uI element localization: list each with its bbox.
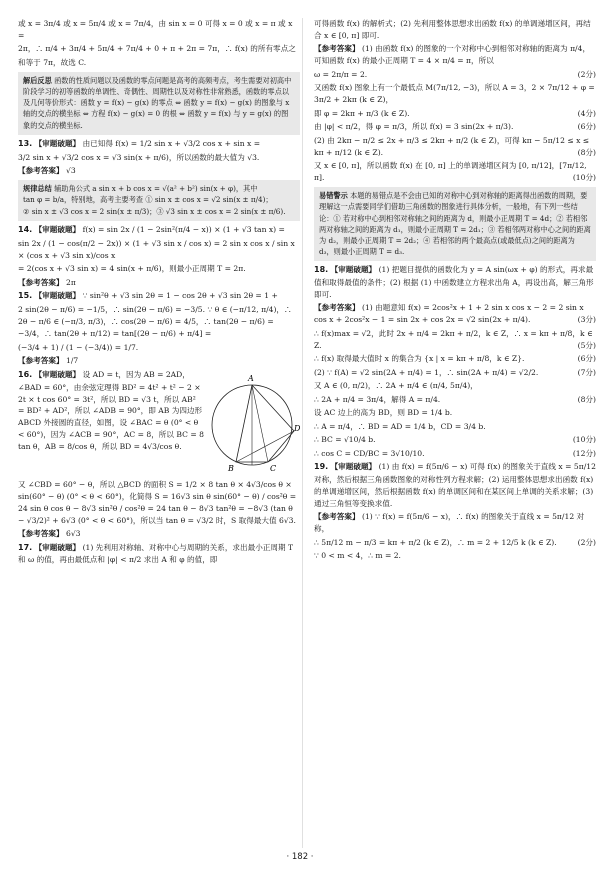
q18-answer-k [314,448,596,460]
page-number: · 182 · [286,852,314,862]
q13-tag: 【审题破题】 [34,138,81,148]
q19-tag: 【审题破题】 [330,462,377,472]
q16-tag: 【审题破题】 [34,369,81,379]
q13-number: 13. [18,138,33,148]
q14-text-b: sin 2x / (1 − cos(π/2 − 2x)) × (1 + √3 sin x / cos x) = 2 sin x cos x / sin x × (cos x + √3 sin x)/cos x [18,238,295,260]
q15-answer [18,355,300,367]
error-warning-title: 易错警示 [319,191,348,201]
q19-answer-c-text: ∴ 5π/12 m − π/3 = kπ + π/2 (k ∈ Z)，∴ m = 2 + 12/5 k (k ∈ Z). [314,537,557,547]
reflection-box-title: 解后反思 [23,75,52,85]
rule-summary-b: tan φ = b/a，特别地，高考主要考查 ① sin x ± cos x = √2 sin(x ± π/4)； [23,195,273,205]
q14-analysis [18,224,300,237]
q17-part2 [314,135,596,159]
q13-text-a: 由已知得 f(x) = 1/2 sin x + √3/2 cos x + sin x = [82,138,261,148]
q18-points-6: (6分) [577,354,596,364]
right-column [314,18,596,564]
q17-text-a: (1) 先利用对称轴、对称中心与周期的关系，求出最小正周期 T 和 ω 的值，再由最低点和 |φ| < π/2 求出 A 和 φ 的值，即 [18,542,294,565]
q18-answer-k-text: ∴ cos C = CD/BC = 3√10/10. [314,448,425,458]
q16-number: 16. [18,369,33,379]
q15-text-c: (−3/4 + 1) / (1 − (−3/4)) = 1/7. [18,342,139,352]
q18-points-5: (5分) [577,340,596,350]
q13-text-b: 3/2 sin x + √3/2 cos x = √3 sin(x + π/6)，所以函数的最大值为 √3. [18,152,260,162]
q15-text-a: ∵ sin²θ + √3 sin 2θ = 1 − cos 2θ + √3 sin 2θ = 1 + [82,291,278,301]
q17-omega-text: ω = 2π/π = 2. [314,69,368,79]
q17-expression-text: 由 |φ| < π/2，得 φ = π/3，所以 f(x) = 3 sin(2x + π/3). [314,122,514,132]
q15-number: 15. [18,291,33,301]
q18-answer-b [314,302,596,326]
diagonal-ac [252,385,268,462]
q15-text-b: 2 sin(2θ − π/6) = −1/5，∴ sin(2θ − π/6) = −3/5. ∵ θ ∈ (−π/12, π/4)，∴ 2θ − π/6 ∈ (−π/3, π/3)，∴ cos(2θ − π/6) = 4/5，∴ tan(2θ − π/6) = −3/4，∴ tan(2θ + π/12) = tan[(2θ − π/6) + π/4] = [18,305,292,339]
q18-points-7: (7分) [577,367,596,377]
q17-points-10: (10分) [572,173,596,183]
q18-answer-f: 又 A ∈ (0, π/2)，∴ 2A + π/4 ∈ (π/4, 5π/4)， [314,381,478,391]
q19-answer-b [314,511,596,535]
q12-tail-line-2: 2π，∴ π/4 + 3π/4 + 5π/4 + 7π/4 + 0 + π + 2π = 7π，∴ f(x) 的所有零点之 [18,44,296,54]
q18-answer-c [314,328,596,352]
q16-text-a: 设 AD = t，因为 AB = 2AD，∠BAD = 60°，由余弦定理得 BD² = 4t² + t² − 2 × 2t × t cos 60° = 3t²，所以 BD = √3 t，所以 AB² = BD² + AD²，所以 ∠ADB = 90°，即 AB 为四边形 ABCD 外接圆的直径，如图，设 ∠BAC = θ (0° < θ < 60°)，因为 ∠ACB = 90°，AC = 8，所以 BC = 8 tan θ，AB = 8/cos θ，所以 BD = 4√3/cos θ. [18,369,204,452]
q19-answer-c [314,537,596,549]
q17-points-2: (2分) [577,69,596,79]
q14-text-a: f(x) = sin 2x / (1 − 2sin²(π/4 − x)) × (1 + √3 tan x) = [82,224,285,234]
label-d: D [294,423,300,433]
q17-answer-tag: 【参考答案】 [314,44,360,54]
q17-points-8: (8分) [577,147,596,157]
q16-answer-tag: 【参考答案】 [18,529,64,539]
quadrilateral-outline [236,385,294,462]
q18-points-12: (12分) [572,448,596,458]
q14-tag: 【审题破题】 [34,224,81,234]
q19-answer-b-text: (1) ∵ f(x) = f(5π/6 − x)，∴ f(x) 的图象关于直线 x = 5π/12 对称， [314,512,585,534]
q17-omega [314,69,596,81]
label-c: C [270,463,277,473]
q14-answer [18,277,300,289]
q17-points-4: (4分) [577,108,596,118]
q18-tag: 【审题破题】 [330,265,377,275]
q16-answer [18,528,300,540]
q17-points-6: (6分) [577,122,596,132]
q14-answer-value: 2π [65,277,76,287]
q14-number: 14. [18,224,33,234]
q19-points-2: (2分) [577,537,596,547]
q12-tail-line-1: 或 x = 3π/4 或 x = 5π/4 或 x = 7π/4，由 sin x = 0 可得 x = 0 或 x = π 或 x = [18,19,293,40]
q17-lowest-point: 又函数 f(x) 图象上有一个最低点 M(7π/12, −3)，所以 A = 3，2 × 7π/12 + φ = 3π/2 + 2kπ (k ∈ Z)， [314,83,595,105]
q18-answer-e-text: (2) ∵ f(A) = √2 sin(2A + π/4) = 1，∴ sin(2A + π/4) = √2/2. [314,367,539,377]
q14-text-c: = 2(cos x + √3 sin x) = 4 sin(x + π/6)，则最小正周期 T = 2π. [18,264,246,274]
rule-summary-box [18,180,300,220]
q18-points-3: (3分) [577,315,596,325]
q19-analysis [314,461,596,510]
q13-answer-tag: 【参考答案】 [18,166,64,176]
q18-answer-d-text: ∴ f(x) 取得最大值时 x 的集合为 {x | x = kπ + π/8，k ∈ Z}. [314,354,525,364]
q18-answer-i: ∴ A = π/4，∴ BD = AD = 1/4 b，CD = 3/4 b. [314,421,486,431]
q17-answer-text: (1) 由函数 f(x) 的图象的一个对称中心到相邻对称轴的距离为 π/4，可知函数 f(x) 的最小正周期 T = 4 × π/4 = π，所以 [314,44,591,66]
q13-answer-value: √3 [65,166,76,176]
q13-answer [18,165,300,177]
reflection-box-text: 函数的性质问题以及函数的零点问题是高考的高频考点，考生需要对初高中阶段学习的初等函数的单调性、奇偶性、周期性以及对称性非常熟悉，函数的零点以及几何等价形式：函数 y = f(x) − g(x) 的零点 ⇔ 函数 y = f(x) − g(x) 的图象与 x 轴的交点的横坐标 ⇔ 方程 f(x) − g(x) = 0 的根 ⇔ 函数 y = f(x) 与 y = g(x) 的图象的交点的横坐标. [23,75,292,130]
label-a: A [248,373,254,383]
circle-quadrilateral-figure [208,369,300,477]
q17-phi [314,108,596,120]
q18-answer-j-text: ∴ BC = √10/4 b. [314,435,376,445]
rule-summary-a: 辅助角公式 a sin x + b cos x = √(a² + b²) sin(x + φ)，其中 [54,184,258,194]
q13-analysis [18,138,300,151]
q18-answer-d [314,353,596,365]
q19-number: 19. [314,462,329,472]
q15-answer-tag: 【参考答案】 [18,356,64,366]
q17-analysis [18,542,300,567]
q16-answer-value: 6√3 [65,529,81,539]
q19-answer-tag: 【参考答案】 [314,512,360,522]
q17-intervals [314,160,596,184]
q18-answer-j [314,434,596,446]
q18-answer-tag: 【参考答案】 [314,303,360,313]
q15-analysis [18,290,300,303]
q15-tag: 【审题破题】 [34,291,81,301]
q19-text-a: (1) 由 f(x) = f(5π/6 − x) 可得 f(x) 的图象关于直线 x = 5π/12 对称，然后根据三角函数图象的对称性列方程求解；(2) 运用整体思想求出函数 f(x) 的单调递增区间，然后根据函数 f(x) 的单调区间和在某区间上单调的关系求解；(3) 通过三角恒等变换求值. [314,462,596,508]
rule-summary-c: ② sin x ± √3 cos x = 2 sin(x ± π/3)；③ √3 sin x ± cos x = 2 sin(x ± π/6). [23,206,286,216]
q18-answer-b-text: (1) 由题意知 f(x) = 2cos²x + 1 + 2 sin x cos x − 2 = 2 sin x cos x + 2cos²x − 1 = sin 2x + cos 2x = √2 sin(2x + π/4). [314,303,584,325]
q14-answer-tag: 【参考答案】 [18,277,64,287]
q18-text-a: (1) 把题目提供的函数化为 y = A sin(ωx + φ) 的形式，再求最值和取得最值的条件；(2) 根据 (1) 中函数建立方程求出角 A，再设出高，解三角形即可. [314,265,594,299]
q17-analysis-continued: 可得函数 f(x) 的解析式；(2) 先利用整体思想求出函数 f(x) 的单调递增区间，再结合 x ∈ [0, π] 即可. [314,19,591,40]
q18-points-10: (10分) [572,435,596,445]
rule-summary-title: 规律总结 [23,184,52,194]
q17-answer-part1 [314,43,596,67]
q15-answer-value: 1/7 [65,356,79,366]
q17-number: 17. [18,542,33,552]
q18-answer-h: 设 AC 边上的高为 BD，则 BD = 1/4 b. [314,408,453,418]
q18-points-8: (8分) [577,394,596,404]
label-b: B [228,463,234,473]
q18-answer-g [314,394,596,406]
error-warning-text: 本题的易错点是不会由已知的对称中心到对称轴的距离得出函数的周期，要理解这一点需要同学们借助三角函数的图象进行具体分析，一般地，有下列一些结论：① 若对称中心到相邻对称轴之间的距离为 d，则最小正周期 T = 4d；② 若相邻两对称轴之间的距离为 d₁，则最小正周期 T = 2d₁；③ 若相邻两对称中心之间的距离为 d₂，则最小正周期 T = 2d₂；④ 若相邻的两个最高点(或最低点)之间的距离为 d₃，则最小正周期 T = d₃. [319,191,591,257]
q16-text-b: 又 ∠CBD = 60° − θ，所以 △BCD 的面积 S = 1/2 × 8 tan θ × 4√3/cos θ × sin(60° − θ) (0° < θ < 60°)，化简得 S = 16√3 sin θ sin(60° − θ) / cos²θ = 24 sin θ cos θ − 8√3 sin²θ / cos²θ = 24 tan θ − 8√3 tan²θ = −8√3 (tan θ − √3/2)² + 6√3 (0° < θ < 60°)，所以当 tan θ = √3/2 时，S 取得最大值 6√3. [18,479,297,525]
q18-answer-e [314,367,596,379]
q17-part2-text: (2) 由 2kπ − π/2 ≤ 2x + π/3 ≤ 2kπ + π/2 (k ∈ Z)，可得 kπ − 5π/12 ≤ x ≤ kπ + π/12 (k ∈ Z). [314,135,590,157]
reflection-box [18,72,300,135]
error-warning-box [314,187,596,261]
column-divider [302,18,303,848]
q17-intervals-text: 又 x ∈ [0, π]，所以函数 f(x) 在 [0, π] 上的单调递增区间为 [0, π/12]，[7π/12, π]. [314,161,587,183]
left-column [18,18,300,568]
q17-expression [314,121,596,133]
q12-tail-line-3: 和等于 7π，故选 C. [18,57,87,67]
q17-tag: 【审题破题】 [34,542,81,552]
q18-analysis [314,264,596,301]
q17-phi-text: 即 φ = 2kπ + π/3 (k ∈ Z). [314,108,410,118]
q18-answer-g-text: ∴ 2A + π/4 = 3π/4，解得 A = π/4. [314,394,441,404]
q18-number: 18. [314,265,329,275]
q18-answer-c-text: ∴ f(x)max = √2，此时 2x + π/4 = 2kπ + π/2，k ∈ Z，∴ x = kπ + π/8，k ∈ Z. [314,328,593,350]
q19-answer-d: ∵ 0 < m < 4，∴ m = 2. [314,551,401,561]
